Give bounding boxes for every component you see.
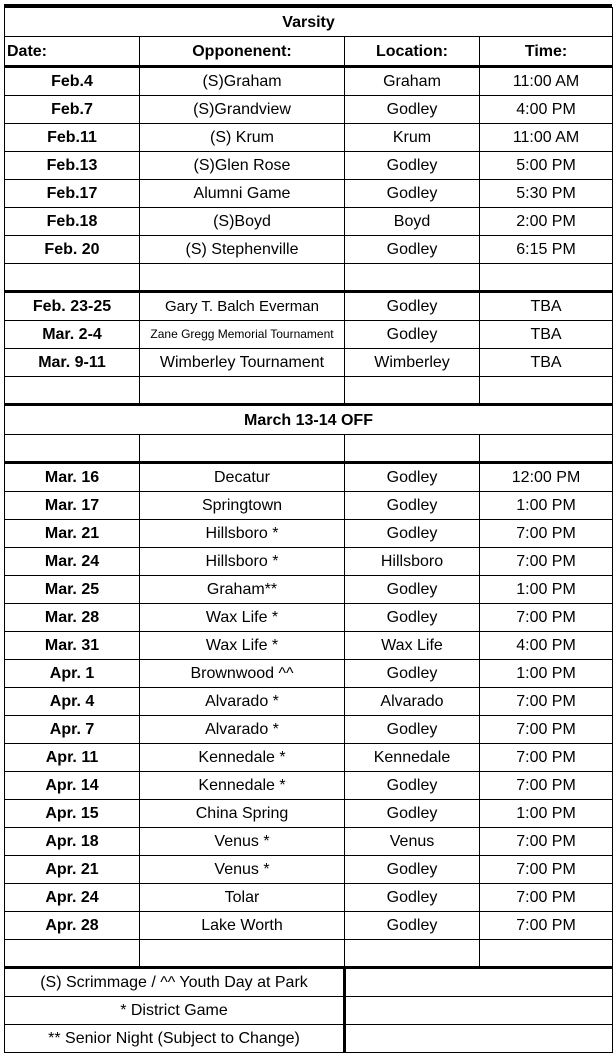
game-time: 7:00 PM xyxy=(480,604,613,632)
game-date: Feb.13 xyxy=(5,152,140,180)
game-opponent: Decatur xyxy=(140,463,345,492)
game-time: 1:00 PM xyxy=(480,492,613,520)
schedule-sheet xyxy=(4,0,612,1053)
game-row xyxy=(5,632,613,660)
game-time: 7:00 PM xyxy=(480,520,613,548)
game-location: Godley xyxy=(345,660,480,688)
notes-row xyxy=(5,1025,613,1053)
game-opponent: (S)Graham xyxy=(140,67,345,96)
game-row xyxy=(5,884,613,912)
game-opponent: Hillsboro * xyxy=(140,548,345,576)
game-row xyxy=(5,548,613,576)
notes-row xyxy=(5,968,613,997)
game-time: 1:00 PM xyxy=(480,800,613,828)
game-row xyxy=(5,772,613,800)
game-opponent: China Spring xyxy=(140,800,345,828)
game-date: Apr. 28 xyxy=(5,912,140,940)
game-opponent: Tolar xyxy=(140,884,345,912)
game-row xyxy=(5,208,613,236)
game-opponent: Hillsboro * xyxy=(140,520,345,548)
game-date: Apr. 24 xyxy=(5,884,140,912)
game-date: Apr. 1 xyxy=(5,660,140,688)
game-time: 7:00 PM xyxy=(480,856,613,884)
game-time: 5:30 PM xyxy=(480,180,613,208)
game-opponent: Wax Life * xyxy=(140,632,345,660)
game-date: Feb. 23-25 xyxy=(5,292,140,321)
game-opponent: Alumni Game xyxy=(140,180,345,208)
schedule-table xyxy=(4,7,613,1053)
game-opponent: Venus * xyxy=(140,856,345,884)
game-location: Godley xyxy=(345,772,480,800)
game-location: Godley xyxy=(345,152,480,180)
game-location: Godley xyxy=(345,96,480,124)
game-row xyxy=(5,660,613,688)
game-time: 7:00 PM xyxy=(480,912,613,940)
game-location: Wimberley xyxy=(345,349,480,377)
game-opponent: Kennedale * xyxy=(140,744,345,772)
game-date: Mar. 2-4 xyxy=(5,321,140,349)
game-location: Godley xyxy=(345,463,480,492)
game-opponent: (S) Krum xyxy=(140,124,345,152)
game-location: Godley xyxy=(345,520,480,548)
game-time: TBA xyxy=(480,321,613,349)
game-date: Feb. 20 xyxy=(5,236,140,264)
game-time: 11:00 AM xyxy=(480,67,613,96)
game-row xyxy=(5,67,613,96)
game-location: Godley xyxy=(345,180,480,208)
season-block xyxy=(5,463,613,940)
game-time: 1:00 PM xyxy=(480,660,613,688)
game-row xyxy=(5,124,613,152)
game-row xyxy=(5,604,613,632)
game-location: Godley xyxy=(345,576,480,604)
scrimmage-block xyxy=(5,67,613,264)
game-row xyxy=(5,800,613,828)
game-time: 5:00 PM xyxy=(480,152,613,180)
game-opponent: (S)Boyd xyxy=(140,208,345,236)
game-row xyxy=(5,349,613,377)
game-opponent: Gary T. Balch Everman xyxy=(140,292,345,321)
game-opponent: Zane Gregg Memorial Tournament xyxy=(140,321,345,349)
game-time: 4:00 PM xyxy=(480,632,613,660)
game-row xyxy=(5,716,613,744)
tournament-block xyxy=(5,292,613,377)
game-opponent: (S)Grandview xyxy=(140,96,345,124)
blank-row xyxy=(5,435,613,463)
game-date: Feb.7 xyxy=(5,96,140,124)
header-time: Time: xyxy=(480,37,613,67)
game-location: Godley xyxy=(345,604,480,632)
game-date: Apr. 15 xyxy=(5,800,140,828)
legend-note: * District Game xyxy=(5,997,345,1025)
game-time: 7:00 PM xyxy=(480,716,613,744)
game-time: 7:00 PM xyxy=(480,688,613,716)
legend-note: (S) Scrimmage / ^^ Youth Day at Park xyxy=(5,968,345,997)
game-time: 7:00 PM xyxy=(480,828,613,856)
game-time: 11:00 AM xyxy=(480,124,613,152)
game-opponent: Graham** xyxy=(140,576,345,604)
game-location: Venus xyxy=(345,828,480,856)
header-row xyxy=(5,37,613,67)
game-location: Godley xyxy=(345,884,480,912)
game-opponent: Springtown xyxy=(140,492,345,520)
game-opponent: Alvarado * xyxy=(140,716,345,744)
game-location: Godley xyxy=(345,492,480,520)
game-opponent: Venus * xyxy=(140,828,345,856)
game-date: Apr. 18 xyxy=(5,828,140,856)
game-opponent: Alvarado * xyxy=(140,688,345,716)
game-row xyxy=(5,180,613,208)
game-date: Apr. 14 xyxy=(5,772,140,800)
game-date: Feb.17 xyxy=(5,180,140,208)
game-date: Feb.11 xyxy=(5,124,140,152)
game-row xyxy=(5,912,613,940)
banner-row xyxy=(5,405,613,435)
game-date: Mar. 21 xyxy=(5,520,140,548)
title-row xyxy=(5,8,613,37)
game-date: Mar. 16 xyxy=(5,463,140,492)
game-opponent: Brownwood ^^ xyxy=(140,660,345,688)
game-date: Mar. 17 xyxy=(5,492,140,520)
game-row xyxy=(5,828,613,856)
game-location: Krum xyxy=(345,124,480,152)
game-opponent: Wimberley Tournament xyxy=(140,349,345,377)
game-row xyxy=(5,856,613,884)
game-location: Alvarado xyxy=(345,688,480,716)
game-time: 7:00 PM xyxy=(480,548,613,576)
game-location: Godley xyxy=(345,321,480,349)
game-date: Apr. 21 xyxy=(5,856,140,884)
game-date: Feb.18 xyxy=(5,208,140,236)
game-time: TBA xyxy=(480,292,613,321)
game-opponent: Kennedale * xyxy=(140,772,345,800)
game-opponent: Wax Life * xyxy=(140,604,345,632)
game-location: Godley xyxy=(345,292,480,321)
game-time: 6:15 PM xyxy=(480,236,613,264)
game-location: Graham xyxy=(345,67,480,96)
legend-note: ** Senior Night (Subject to Change) xyxy=(5,1025,345,1053)
game-date: Apr. 11 xyxy=(5,744,140,772)
game-row xyxy=(5,492,613,520)
game-row xyxy=(5,96,613,124)
game-date: Apr. 4 xyxy=(5,688,140,716)
game-location: Hillsboro xyxy=(345,548,480,576)
game-time: 4:00 PM xyxy=(480,96,613,124)
game-time: TBA xyxy=(480,349,613,377)
game-date: Mar. 25 xyxy=(5,576,140,604)
blank-row xyxy=(5,377,613,405)
notes-row xyxy=(5,997,613,1025)
game-row xyxy=(5,688,613,716)
game-row xyxy=(5,463,613,492)
schedule-title: Varsity xyxy=(5,8,613,37)
game-date: Mar. 31 xyxy=(5,632,140,660)
game-opponent: (S)Glen Rose xyxy=(140,152,345,180)
game-time: 7:00 PM xyxy=(480,744,613,772)
game-location: Boyd xyxy=(345,208,480,236)
game-location: Godley xyxy=(345,856,480,884)
game-date: Mar. 9-11 xyxy=(5,349,140,377)
game-row xyxy=(5,292,613,321)
game-row xyxy=(5,321,613,349)
game-row xyxy=(5,236,613,264)
game-location: Kennedale xyxy=(345,744,480,772)
game-time: 7:00 PM xyxy=(480,772,613,800)
game-date: Feb.4 xyxy=(5,67,140,96)
game-row xyxy=(5,576,613,604)
game-time: 1:00 PM xyxy=(480,576,613,604)
game-time: 7:00 PM xyxy=(480,884,613,912)
game-location: Godley xyxy=(345,912,480,940)
blank-row xyxy=(5,940,613,968)
header-location: Location: xyxy=(345,37,480,67)
game-location: Godley xyxy=(345,716,480,744)
off-banner: March 13-14 OFF xyxy=(5,405,613,435)
header-date: Date: xyxy=(5,37,140,67)
header-opponent: Opponenent: xyxy=(140,37,345,67)
game-date: Apr. 7 xyxy=(5,716,140,744)
game-opponent: (S) Stephenville xyxy=(140,236,345,264)
blank-row xyxy=(5,264,613,292)
game-location: Godley xyxy=(345,800,480,828)
game-time: 12:00 PM xyxy=(480,463,613,492)
top-border xyxy=(4,0,612,7)
game-row xyxy=(5,152,613,180)
game-row xyxy=(5,520,613,548)
game-location: Godley xyxy=(345,236,480,264)
game-opponent: Lake Worth xyxy=(140,912,345,940)
game-date: Mar. 28 xyxy=(5,604,140,632)
game-row xyxy=(5,744,613,772)
game-date: Mar. 24 xyxy=(5,548,140,576)
game-time: 2:00 PM xyxy=(480,208,613,236)
game-location: Wax Life xyxy=(345,632,480,660)
